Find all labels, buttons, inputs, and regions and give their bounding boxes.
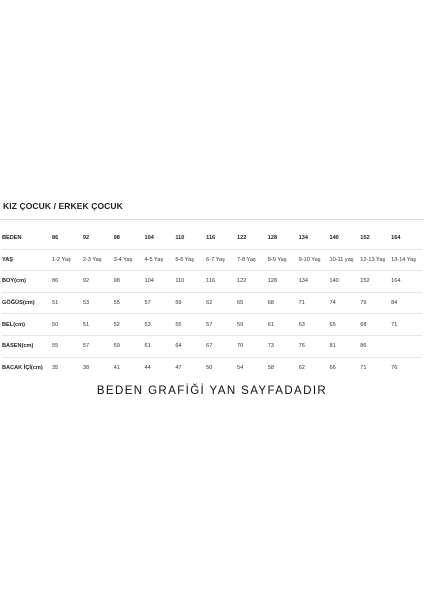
table-cell: 76 bbox=[391, 357, 422, 378]
table-row bbox=[2, 357, 422, 378]
column-header: 110 bbox=[175, 228, 206, 249]
table-cell: 128 bbox=[268, 271, 299, 293]
table-cell: 122 bbox=[237, 271, 268, 293]
table-cell: 86 bbox=[360, 335, 391, 357]
row-label: BEL(cm) bbox=[2, 314, 52, 336]
table-cell: 61 bbox=[144, 335, 175, 357]
table-header-row bbox=[2, 228, 422, 249]
table-cell: 71 bbox=[391, 314, 422, 336]
table-cell: 57 bbox=[206, 314, 237, 336]
table-cell: 51 bbox=[83, 314, 114, 336]
table-cell: 74 bbox=[329, 292, 360, 314]
column-header: 152 bbox=[360, 228, 391, 249]
table-cell: 54 bbox=[237, 357, 268, 378]
table-cell: 41 bbox=[114, 357, 145, 378]
table-cell: 12-13 Yaş bbox=[360, 256, 386, 263]
table-cell: 10-11 yaş bbox=[329, 256, 354, 263]
footer-note: BEDEN GRAFİĞİ YAN SAYFADADIR bbox=[96, 385, 328, 397]
column-header: 140 bbox=[329, 228, 360, 249]
table-cell: 71 bbox=[360, 357, 391, 378]
table-cell: 47 bbox=[175, 357, 206, 378]
table-cell bbox=[391, 335, 422, 357]
column-header: 164 bbox=[391, 228, 422, 249]
table-cell: 6-7 Yaş bbox=[206, 256, 225, 263]
table-cell: 13-14 Yaş bbox=[391, 256, 417, 263]
table-cell: 61 bbox=[268, 314, 299, 336]
column-header: 98 bbox=[114, 228, 145, 249]
table-row bbox=[2, 314, 422, 336]
table-cell: 62 bbox=[299, 357, 330, 378]
table-cell: 52 bbox=[114, 314, 145, 336]
table-cell: 66 bbox=[329, 357, 360, 378]
column-header: 86 bbox=[52, 228, 83, 249]
size-chart-table bbox=[2, 228, 422, 378]
table-cell: 59 bbox=[114, 335, 145, 357]
table-cell: 55 bbox=[175, 314, 206, 336]
table-cell: 3-4 Yaş bbox=[113, 256, 133, 263]
table-cell: 71 bbox=[299, 292, 330, 314]
column-header: 134 bbox=[299, 228, 330, 249]
table-row bbox=[2, 292, 422, 314]
table-row bbox=[2, 271, 422, 293]
table-cell: 35 bbox=[52, 357, 83, 378]
table-cell: 92 bbox=[83, 271, 114, 293]
table-cell: 55 bbox=[52, 335, 83, 357]
column-header: 92 bbox=[83, 228, 114, 249]
title-divider bbox=[0, 219, 424, 220]
table-cell: 50 bbox=[206, 357, 237, 378]
table-cell: 38 bbox=[83, 357, 114, 378]
table-cell: 53 bbox=[83, 292, 114, 314]
table-cell: 64 bbox=[175, 335, 206, 357]
table-cell: 164 bbox=[391, 271, 422, 293]
table-cell: 53 bbox=[144, 314, 175, 336]
table-cell: 5-6 Yaş bbox=[175, 256, 195, 263]
table-cell: 51 bbox=[52, 292, 83, 314]
row-label: GÖĞÜS(cm) bbox=[2, 292, 52, 314]
row-label: BASEN(cm) bbox=[2, 335, 52, 357]
table-cell: 59 bbox=[237, 314, 268, 336]
table-cell: 50 bbox=[52, 314, 83, 336]
table-cell: 1-2 Yaş bbox=[52, 256, 71, 263]
column-header: 104 bbox=[144, 228, 175, 249]
table-cell: 84 bbox=[391, 292, 422, 314]
table-cell: 67 bbox=[206, 335, 237, 357]
table-cell: 86 bbox=[52, 271, 83, 293]
table-cell: 79 bbox=[360, 292, 391, 314]
table-cell: 2-3 Yaş bbox=[82, 256, 102, 263]
table-cell: 59 bbox=[175, 292, 206, 314]
table-cell: 104 bbox=[144, 271, 175, 293]
table-cell: 98 bbox=[114, 271, 145, 293]
table-cell: 81 bbox=[329, 335, 360, 357]
table-cell: 68 bbox=[360, 314, 391, 336]
table-cell: 57 bbox=[144, 292, 175, 314]
table-row bbox=[2, 335, 422, 357]
table-row bbox=[2, 249, 422, 271]
table-cell: 140 bbox=[329, 271, 360, 293]
table-cell: 65 bbox=[237, 292, 268, 314]
table-cell: 68 bbox=[268, 292, 299, 314]
table-cell: 134 bbox=[299, 271, 330, 293]
column-header: 122 bbox=[237, 228, 268, 249]
table-cell: 9-10 Yaş bbox=[298, 256, 321, 263]
chart-title: KIZ ÇOCUK / ERKEK ÇOCUK bbox=[3, 201, 123, 211]
column-header: BEDEN bbox=[2, 228, 52, 249]
table-cell: 110 bbox=[175, 271, 206, 293]
table-cell: 116 bbox=[206, 271, 237, 293]
table-cell: 70 bbox=[237, 335, 268, 357]
row-label: BACAK İÇİ(cm) bbox=[2, 357, 52, 378]
table-cell: 76 bbox=[299, 335, 330, 357]
table-cell: 152 bbox=[360, 271, 391, 293]
table-cell: 57 bbox=[83, 335, 114, 357]
table-cell: 62 bbox=[206, 292, 237, 314]
table-cell: 65 bbox=[329, 314, 360, 336]
table-cell: 55 bbox=[114, 292, 145, 314]
table-cell: 7-8 Yaş bbox=[236, 256, 256, 263]
table-cell: 8-9 Yaş bbox=[267, 256, 287, 263]
row-label: BOY(cm) bbox=[2, 271, 52, 293]
table-cell: 63 bbox=[299, 314, 330, 336]
table-cell: 44 bbox=[144, 357, 175, 378]
table-cell: 4-5 Yaş bbox=[144, 256, 164, 263]
row-label: YAŞ bbox=[2, 256, 13, 263]
table-cell: 73 bbox=[268, 335, 299, 357]
table-body bbox=[2, 249, 422, 378]
table-cell: 58 bbox=[268, 357, 299, 378]
column-header: 128 bbox=[268, 228, 299, 249]
column-header: 116 bbox=[206, 228, 237, 249]
